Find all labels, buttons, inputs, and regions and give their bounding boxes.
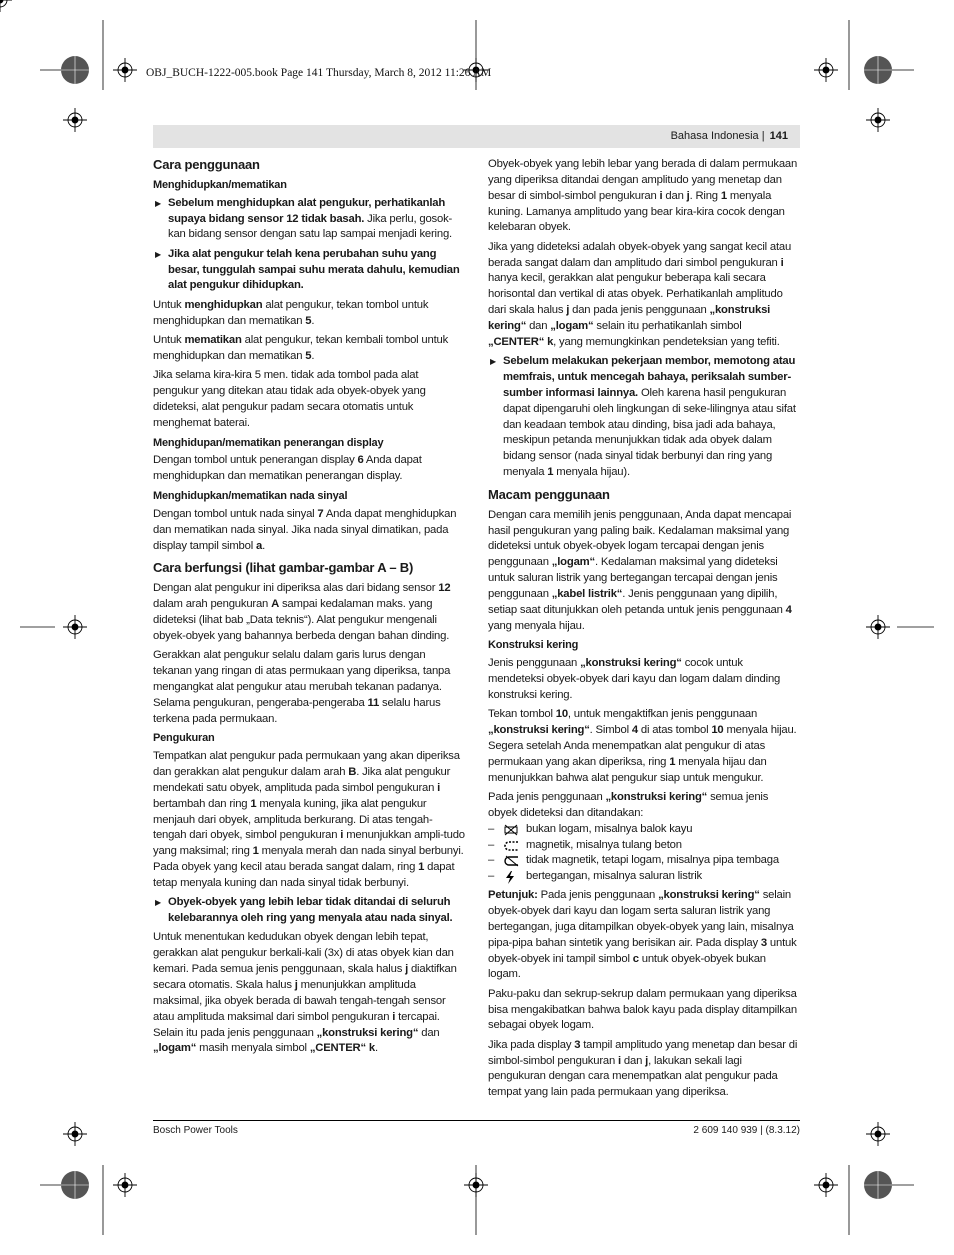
heading-drywall: Konstruksi kering [488,639,579,652]
lightning-icon [504,871,526,884]
para-measurement: Tempatkan alat pengukur pada permukaan yang akan diperiksa dan gerakkan alat pengukur dalam arah B. Jika alat pengukur mendekati satu obyek, amplituda pada simbol pengukuran i bertambah dan ring 1 menyala kuning, jika alat pengukur menjauh dari obyek, amplituda berkurang. Di atas tengah-tengah dari obyek, simbol pengukuran i menunjukkan ampli-tudo yang maksimal; ring 1 menyala merah dan nada sinyal berbunyi. Pada obyek yang kecil atau berada sangat dalam, ring 1 dapat tetap menyala kuning dan nada sinyal tidak berbunyi. [153,750,465,889]
header-separator: | [758,130,768,142]
warning-wide-objects: ▶ Obyek-obyek yang lebih lebar tidak ditandai di seluruh kelebarannya oleh ring yang menyala atau nada sinyal. [153,895,465,927]
para-auto-off: Jika selama kira-kira 5 men. tidak ada tombol pada alat pengukur yang ditekan atau tidak ada obyek-obyek yang dideteksi, alat pengukur padam secara otomatis untuk menghemat baterai. [153,369,426,429]
list-item: – tidak magnetik, tetapi logam, misalnya pipa tembaga [488,854,779,867]
right-column [488,157,800,1105]
warning-drilling: ▶ Sebelum melakukan pekerjaan membor, memotong atau memfrais, untuk mencegah bahaya, periksalah sumber-sumber informasi lainnya. Oleh karena hasil pengukuran dapat dipengaruhi oleh lingkungan di seke-lilingnya atau sifat dan keadaan tembok atau dinding, bisa jadi ada bahaya, meskipun petanda menunjukkan tidak ada obyek dalam bidang sensor (nada sinyal tidak berbunyi dan ring yang menyala 1 menyala hijau). [488,354,800,481]
list-item: – bukan logam, misalnya balok kayu [488,822,693,835]
para-tip: Petunjuk: Pada jenis penggunaan „konstruksi kering“ selain obyek-obyek dari kayu dan logam serta saluran listrik yang bertegangan, juga ditampilkan obyek-obyek yang lain, misalnya pipa-pipa bahan sintetik yang berisikan air. Pada display 3 untuk obyek-obyek ini tampil simbol c untuk obyek-obyek bukan logam. [488,889,797,981]
para-display-light: Dengan tombol untuk penerangan display 6 Anda dapat menghidupkan dan mematikan penerangan display. [153,454,422,483]
para-function-2: Gerakkan alat pengukur selalu dalam garis lurus dengan tekanan yang ringan di atas permukaan yang diperiksa, tanpa mengangkat alat pengukur atau merubah tekanan padanya. Selama pengukuran, pengeraba-pengeraba 11 selalu harus terkena pada permukaan. [153,649,451,725]
warning-sensor-wet: ▶ Sebelum menghidupkan alat pengukur, perhatikanlah supaya bidang sensor 12 tidak basah. Jika perlu, gosok-kan bidang sensor dengan satu lap sampai menjadi kering. [153,196,465,244]
page-header [153,125,800,148]
wood-icon [504,824,526,836]
para-switch-on: Untuk menghidupkan alat pengukur, tekan tombol untuk menghidupkan dan mematikan 5. [153,298,429,327]
left-column [153,157,465,1061]
list-item: – magnetik, misalnya tulang beton [488,838,682,851]
para-signal-tone: Dengan tombol untuk nada sinyal 7 Anda dapat menghidupkan dan mematikan nada sinyal. Jika nada sinyal dimatikan, pada display tampil simbol a. [153,507,457,552]
para-nails: Paku-paku dan sekrup-sekrup dalam permukaan yang diperiksa bisa mengakibatkan bahwa balok kayu pada display ditampilkan sebagai obyek logam. [488,987,797,1032]
magnet-icon [504,840,526,852]
print-info-line: OBJ_BUCH-1222-005.book Page 141 Thursday, March 8, 2012 11:26 AM [146,67,492,79]
warning-temperature: ▶ Jika alat pengukur telah kena perubahan suhu yang besar, tunggulah sampai suhu merata dahulu, kemudian alat pengukur dihidupkan. [153,247,465,295]
para-modes: Dengan cara memilih jenis penggunaan, Anda dapat mencapai hasil pengukuran yang paling baik. Kedalaman maksimal yang dideteksi untuk obyek-obyek logam tercapai dengan jenis penggunaan „logam“. Kedalaman maksimal yang dideteksi untuk saluran listrik yang bertegangan tercapai dengan jenis penggunaan „kabel listrik“. Jenis penggunaan yang dipilih, setiap saat ditunjukkan oleh petanda untuk jenis penggunaan 4 yang menyala hijau. [488,508,792,632]
heading-usage: Cara penggunaan [153,157,260,172]
para-positioning: Untuk menentukan kedudukan obyek dengan lebih tepat, gerakkan alat pengukur berkali-kali (3x) di atas obyek kian dan kemari. Pada semua jenis penggunaan, skala halus j diaktifkan secara otomatis. Skala halus j menunjukkan amplituda maksimal, jika obyek berada di bawah tengah-tengah sensor atau amplituda maksimal dari simbol pengukuran i tercapai. Selain itu pada jenis penggunaan „konstruksi kering“ dan „logam“ masih menyala simbol „CENTER“ k. [153,931,457,1055]
page-number: 141 [769,130,788,142]
para-small-objects: Jika yang dideteksi adalah obyek-obyek yang sangat kecil atau berada sangat dalam dan amplitudo dari simbol pengukuran i hanya kecil, gerakkan alat pengukur beberapa kali secara horisontal dan vertikal di atas obyek. Perhatikanlah amplitudo dari skala halus j dan pada jenis penggunaan „konstruksi kering“ dan „logam“ selain itu perhatikanlah simbol „CENTER“ k, yang memungkinkan pendeteksian yang tefiti. [488,240,792,348]
para-function-1: Dengan alat pengukur ini diperiksa alas dari bidang sensor 12 dalam arah pengukuran A sampai kedalaman maks. yang dideteksi (lihat bab „Data teknis“). Alat pengukur mengenali obyek-obyek yang bahannya berbeda dengan bahan dinding. [153,582,451,642]
para-drywall-1: Jenis penggunaan „konstruksi kering“ cocok untuk mendeteksi obyek-obyek dari kayu dan logam dalam dinding konstruksi kering. [488,657,781,701]
heading-on-off: Menghidupkan/mematikan [153,178,287,191]
para-wide-objects: Obyek-obyek yang lebih lebar yang berada di dalam permukaan yang diperiksa ditandai dengan amplitudo yang menetap dan besar di simbol-simbol pengukuran i dan j. Ring 1 menyala kuning. Lamanya amplitudo yang bear kira-kira cocok dengan kelebaran obyek. [488,158,798,234]
nonmagnetic-icon [504,855,526,867]
list-item: – bertegangan, misalnya saluran listrik [488,870,702,883]
heading-signal-tone: Menghidupkan/mematikan nada sinyal [153,490,348,503]
footer-brand: Bosch Power Tools [153,1125,238,1136]
footer-rule [153,1120,800,1121]
object-type-list [488,822,800,885]
heading-display-light: Menghidupan/mematikan penerangan display [153,436,384,449]
heading-function: Cara berfungsi (lihat gambar-gambar A – B) [153,560,414,576]
header-language: Bahasa Indonesia [670,130,759,142]
heading-measurement: Pengukuran [153,732,215,745]
footer-docnumber: 2 609 140 939 | (8.3.12) [693,1125,800,1136]
para-drywall-3: Pada jenis penggunaan „konstruksi kering“ semua jenis obyek dideteksi dan ditandakan: [488,791,769,819]
para-drywall-2: Tekan tombol 10, untuk mengaktifkan jenis penggunaan „konstruksi kering“. Simbol 4 di atas tombol 10 menyala hijau. Segera setelah Anda menempatkan alat pengukur di atas permukaan yang akan diperiksa, ring 1 menyala hijau dan menunjukkan bahwa alat pengukur siap untuk mengukur. [488,708,797,784]
para-repeat-measurement: Jika pada display 3 tampil amplitudo yang menetap dan besar di simbol-simbol pengukuran i dan j, lakukan sekali lagi pengukuran dengan cara menempatkan alat pengukur pada tempat yang lain pada permukaan yang diperiksa. [488,1038,798,1099]
heading-modes: Macam penggunaan [488,486,610,502]
para-switch-off: Untuk mematikan alat pengukur, tekan kembali tombol untuk menghidupkan dan mematikan 5. [153,333,449,362]
